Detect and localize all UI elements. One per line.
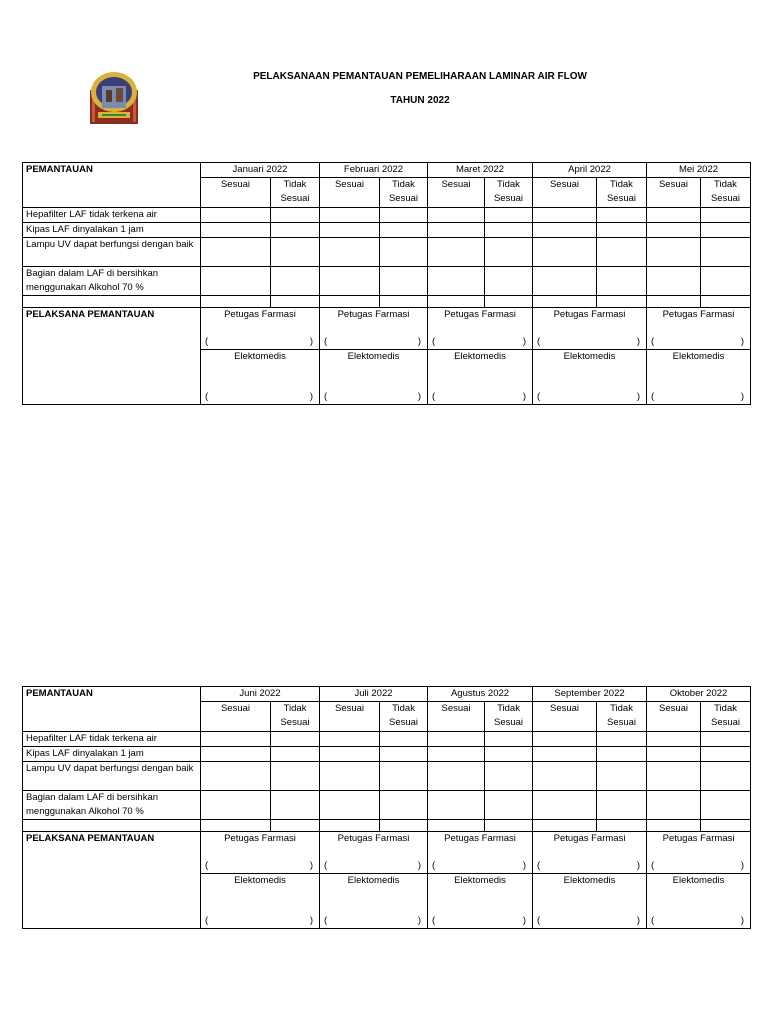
paren-close: )	[417, 915, 422, 926]
spacer-cell	[485, 296, 533, 308]
elektromedis-label: Elektomedis	[234, 351, 286, 362]
paren-open: (	[205, 860, 209, 871]
petugas-farmasi-label: Petugas Farmasi	[444, 833, 516, 844]
paren-open: (	[324, 336, 328, 347]
check-cell	[597, 762, 647, 791]
elektromedis-label: Elektomedis	[563, 875, 616, 886]
check-cell	[320, 267, 380, 296]
tidak-label: Tidak	[392, 703, 415, 714]
tidak-label: Tidak	[497, 703, 520, 714]
check-cell	[597, 267, 647, 296]
paren-open: (	[537, 336, 541, 347]
spacer-cell	[271, 296, 320, 308]
elektromedis-label: Elektomedis	[347, 875, 400, 886]
spacer-cell	[647, 296, 701, 308]
check-cell	[597, 223, 647, 238]
sesuai-header: Sesuai	[647, 702, 701, 732]
tidak-sesuai-header	[271, 178, 320, 208]
check-cell	[201, 762, 271, 791]
monitoring-table-2	[22, 686, 751, 929]
paren-close: )	[309, 860, 314, 871]
paren-close: )	[740, 915, 745, 926]
paren-open: (	[651, 915, 655, 926]
spacer-cell	[485, 820, 533, 832]
check-cell	[428, 267, 485, 296]
petugas-farmasi-label: Petugas Farmasi	[337, 833, 410, 844]
check-cell	[428, 208, 485, 223]
check-cell	[320, 732, 380, 747]
check-cell	[597, 732, 647, 747]
check-cell	[380, 223, 428, 238]
item-label: Bagian dalam LAF di bersihkan menggunakan Alkohol 70 %	[23, 267, 201, 296]
sesuai-label: Sesuai	[710, 193, 741, 204]
institution-emblem-icon	[88, 68, 140, 126]
elektromedis	[428, 874, 533, 929]
paren-close: )	[636, 336, 640, 347]
tidak-label: Tidak	[497, 179, 520, 190]
sesuai-header: Sesuai	[320, 702, 380, 732]
sesuai-header: Sesuai	[533, 178, 597, 208]
spacer-cell	[533, 820, 597, 832]
signature-blank	[535, 390, 642, 404]
check-cell	[647, 238, 701, 267]
spacer-cell	[533, 296, 597, 308]
check-cell	[380, 762, 428, 791]
table-row	[23, 791, 751, 820]
elektromedis	[320, 874, 428, 929]
elektromedis	[201, 350, 320, 405]
check-cell	[320, 762, 380, 791]
elektromedis	[428, 350, 533, 405]
paren-open: (	[432, 391, 436, 402]
elektromedis-label: Elektomedis	[672, 351, 725, 362]
spacer-cell	[597, 296, 647, 308]
check-cell	[533, 762, 597, 791]
spacer-cell	[23, 820, 201, 832]
spacer-cell	[647, 820, 701, 832]
table-row	[23, 223, 751, 238]
signature-blank	[649, 859, 746, 873]
signature-blank	[649, 390, 746, 404]
paren-close: )	[309, 391, 313, 402]
paren-close: )	[417, 336, 421, 347]
check-cell	[647, 732, 701, 747]
check-cell	[271, 238, 320, 267]
check-cell	[647, 223, 701, 238]
check-cell	[320, 208, 380, 223]
sesuai-label: Sesuai	[606, 193, 637, 204]
check-cell	[485, 238, 533, 267]
table-row	[23, 267, 751, 296]
monitoring-table-1	[22, 162, 751, 405]
month-header: Mei 2022	[647, 163, 751, 178]
paren-open: (	[432, 915, 436, 926]
spacer-cell	[380, 296, 428, 308]
month-header: September 2022	[533, 687, 647, 702]
petugas-farmasi-label: Petugas Farmasi	[662, 833, 735, 844]
tidak-sesuai-header	[485, 178, 533, 208]
sesuai-header: Sesuai	[533, 702, 597, 732]
document-title: PELAKSANAAN PEMANTAUAN PEMELIHARAAN LAMINAR AIR FLOW	[253, 71, 587, 82]
paren-close: )	[417, 860, 422, 871]
paren-open: (	[205, 391, 209, 402]
item-label: Lampu UV dapat berfungsi dengan baik	[23, 238, 201, 267]
petugas-farmasi	[201, 832, 320, 874]
petugas-farmasi-label: Petugas Farmasi	[444, 309, 516, 320]
paren-close: )	[309, 336, 313, 347]
elektromedis-label: Elektomedis	[563, 351, 616, 362]
check-cell	[320, 223, 380, 238]
sesuai-header: Sesuai	[647, 178, 701, 208]
check-cell	[597, 791, 647, 820]
check-cell	[271, 208, 320, 223]
item-label: Kipas LAF dinyalakan 1 jam	[23, 747, 201, 762]
check-cell	[201, 208, 271, 223]
check-cell	[380, 791, 428, 820]
item-label: Hepafilter LAF tidak terkena air	[23, 732, 201, 747]
check-cell	[485, 791, 533, 820]
signature-blank	[203, 914, 315, 928]
table-row	[23, 238, 751, 267]
check-cell	[597, 208, 647, 223]
tidak-sesuai-header	[380, 702, 428, 732]
paren-open: (	[432, 860, 436, 871]
signature-blank	[649, 335, 746, 349]
spacer-cell	[428, 296, 485, 308]
sesuai-label: Sesuai	[388, 717, 419, 728]
sesuai-label: Sesuai	[280, 193, 310, 204]
check-cell	[533, 732, 597, 747]
paren-close: )	[417, 391, 421, 402]
check-cell	[428, 791, 485, 820]
petugas-farmasi	[647, 308, 751, 350]
pelaksana-label: PELAKSANA PEMANTAUAN	[23, 832, 201, 929]
tidak-label: Tidak	[714, 179, 737, 190]
tidak-label: Tidak	[714, 703, 737, 714]
check-cell	[597, 238, 647, 267]
sesuai-header: Sesuai	[201, 178, 271, 208]
elektromedis	[533, 350, 647, 405]
signature-blank	[322, 914, 423, 928]
tidak-sesuai-header	[271, 702, 320, 732]
signature-blank	[430, 390, 528, 404]
tidak-label: Tidak	[283, 703, 307, 714]
check-cell	[201, 732, 271, 747]
check-cell	[533, 208, 597, 223]
paren-close: )	[522, 336, 526, 347]
month-header: Maret 2022	[428, 163, 533, 178]
month-header: Januari 2022	[201, 163, 320, 178]
spacer-cell	[701, 296, 751, 308]
petugas-farmasi	[201, 308, 320, 350]
month-header: Agustus 2022	[428, 687, 533, 702]
check-cell	[320, 791, 380, 820]
tidak-sesuai-header	[701, 178, 751, 208]
check-cell	[380, 267, 428, 296]
spacer-cell	[428, 820, 485, 832]
check-cell	[271, 762, 320, 791]
sesuai-header: Sesuai	[428, 178, 485, 208]
tidak-sesuai-header	[380, 178, 428, 208]
petugas-farmasi-label: Petugas Farmasi	[337, 309, 410, 320]
check-cell	[201, 223, 271, 238]
signature-blank	[649, 914, 746, 928]
sesuai-label: Sesuai	[388, 193, 419, 204]
check-cell	[647, 762, 701, 791]
paren-open: (	[324, 915, 328, 926]
paren-close: )	[522, 860, 527, 871]
check-cell	[701, 208, 751, 223]
header-pemantauan: PEMANTAUAN	[23, 687, 201, 732]
paren-close: )	[522, 915, 527, 926]
check-cell	[428, 747, 485, 762]
document-year: TAHUN 2022	[390, 95, 450, 106]
item-label: Bagian dalam LAF di bersihkan menggunakan Alkohol 70 %	[23, 791, 201, 820]
check-cell	[201, 747, 271, 762]
check-cell	[320, 747, 380, 762]
paren-open: (	[537, 915, 541, 926]
petugas-farmasi-label: Petugas Farmasi	[553, 309, 626, 320]
check-cell	[597, 747, 647, 762]
paren-open: (	[651, 860, 655, 871]
tidak-sesuai-header	[701, 702, 751, 732]
paren-close: )	[740, 336, 744, 347]
spacer-cell	[597, 820, 647, 832]
petugas-farmasi	[320, 832, 428, 874]
check-cell	[533, 747, 597, 762]
check-cell	[647, 267, 701, 296]
elektromedis-label: Elektomedis	[347, 351, 400, 362]
item-label: Lampu UV dapat berfungsi dengan baik	[23, 762, 201, 791]
check-cell	[485, 208, 533, 223]
check-cell	[380, 238, 428, 267]
check-cell	[201, 267, 271, 296]
paren-close: )	[636, 860, 641, 871]
signature-blank	[430, 859, 528, 873]
elektromedis-label: Elektomedis	[454, 351, 506, 362]
check-cell	[271, 747, 320, 762]
signature-blank	[430, 914, 528, 928]
check-cell	[485, 267, 533, 296]
signature-blank	[203, 859, 315, 873]
check-cell	[701, 791, 751, 820]
check-cell	[647, 791, 701, 820]
petugas-farmasi-label: Petugas Farmasi	[224, 309, 296, 320]
check-cell	[428, 223, 485, 238]
spacer-cell	[380, 820, 428, 832]
check-cell	[380, 747, 428, 762]
sesuai-label: Sesuai	[493, 717, 524, 728]
check-cell	[428, 238, 485, 267]
month-header: Juli 2022	[320, 687, 428, 702]
spacer-cell	[201, 296, 271, 308]
signature-blank	[322, 335, 423, 349]
spacer-cell	[271, 820, 320, 832]
elektromedis	[320, 350, 428, 405]
elektromedis-label: Elektomedis	[234, 875, 286, 886]
elektromedis-label: Elektomedis	[672, 875, 725, 886]
paren-open: (	[537, 860, 541, 871]
check-cell	[271, 223, 320, 238]
check-cell	[701, 238, 751, 267]
check-cell	[701, 762, 751, 791]
paren-open: (	[205, 915, 209, 926]
spacer-cell	[701, 820, 751, 832]
check-cell	[201, 791, 271, 820]
sesuai-label: Sesuai	[493, 193, 524, 204]
check-cell	[201, 238, 271, 267]
item-label: Kipas LAF dinyalakan 1 jam	[23, 223, 201, 238]
check-cell	[485, 747, 533, 762]
spacer-cell	[320, 820, 380, 832]
petugas-farmasi	[533, 832, 647, 874]
tidak-label: Tidak	[392, 179, 415, 190]
sesuai-label: Sesuai	[280, 717, 310, 728]
paren-open: (	[432, 336, 436, 347]
paren-close: )	[636, 391, 640, 402]
paren-close: )	[309, 915, 314, 926]
petugas-farmasi	[428, 308, 533, 350]
check-cell	[380, 208, 428, 223]
tidak-label: Tidak	[610, 179, 633, 190]
check-cell	[533, 223, 597, 238]
tidak-sesuai-header	[597, 702, 647, 732]
petugas-farmasi-label: Petugas Farmasi	[553, 833, 626, 844]
check-cell	[701, 732, 751, 747]
table-row	[23, 762, 751, 791]
signature-blank	[430, 335, 528, 349]
petugas-farmasi	[647, 832, 751, 874]
paren-open: (	[205, 336, 209, 347]
check-cell	[701, 747, 751, 762]
elektromedis	[533, 874, 647, 929]
paren-close: )	[636, 915, 641, 926]
spacer-cell	[201, 820, 271, 832]
check-cell	[533, 267, 597, 296]
paren-close: )	[740, 391, 744, 402]
sesuai-header: Sesuai	[428, 702, 485, 732]
sesuai-label: Sesuai	[607, 717, 637, 728]
signature-blank	[535, 914, 642, 928]
tidak-sesuai-header	[597, 178, 647, 208]
petugas-farmasi	[428, 832, 533, 874]
item-label: Hepafilter LAF tidak terkena air	[23, 208, 201, 223]
tidak-sesuai-header	[485, 702, 533, 732]
month-header: Februari 2022	[320, 163, 428, 178]
signature-blank	[322, 859, 423, 873]
petugas-farmasi-label: Petugas Farmasi	[662, 309, 735, 320]
check-cell	[428, 762, 485, 791]
paren-open: (	[324, 391, 328, 402]
paren-close: )	[522, 391, 526, 402]
check-cell	[647, 747, 701, 762]
petugas-farmasi	[320, 308, 428, 350]
paren-open: (	[651, 391, 655, 402]
signature-blank	[203, 335, 315, 349]
check-cell	[320, 238, 380, 267]
signature-blank	[322, 390, 423, 404]
spacer-cell	[320, 296, 380, 308]
elektromedis	[647, 350, 751, 405]
petugas-farmasi-label: Petugas Farmasi	[224, 833, 296, 844]
month-header: April 2022	[533, 163, 647, 178]
check-cell	[380, 732, 428, 747]
tidak-label: Tidak	[283, 179, 307, 190]
petugas-farmasi	[533, 308, 647, 350]
paren-open: (	[651, 336, 655, 347]
check-cell	[428, 732, 485, 747]
check-cell	[485, 732, 533, 747]
month-header: Juni 2022	[201, 687, 320, 702]
paren-close: )	[740, 860, 745, 871]
check-cell	[533, 791, 597, 820]
signature-blank	[203, 390, 315, 404]
check-cell	[271, 791, 320, 820]
tidak-label: Tidak	[610, 703, 633, 714]
sesuai-header: Sesuai	[320, 178, 380, 208]
table-row	[23, 208, 751, 223]
elektromedis	[647, 874, 751, 929]
paren-open: (	[324, 860, 328, 871]
sesuai-header: Sesuai	[201, 702, 271, 732]
elektromedis	[201, 874, 320, 929]
elektromedis-label: Elektomedis	[454, 875, 506, 886]
check-cell	[701, 267, 751, 296]
check-cell	[485, 762, 533, 791]
check-cell	[271, 732, 320, 747]
table-row	[23, 747, 751, 762]
check-cell	[271, 267, 320, 296]
check-cell	[701, 223, 751, 238]
table-row	[23, 732, 751, 747]
check-cell	[485, 223, 533, 238]
check-cell	[533, 238, 597, 267]
paren-open: (	[537, 391, 541, 402]
spacer-cell	[23, 296, 201, 308]
month-header: Oktober 2022	[647, 687, 751, 702]
sesuai-label: Sesuai	[711, 717, 741, 728]
check-cell	[647, 208, 701, 223]
signature-blank	[535, 335, 642, 349]
signature-blank	[535, 859, 642, 873]
pelaksana-label: PELAKSANA PEMANTAUAN	[23, 308, 201, 405]
header-pemantauan: PEMANTAUAN	[23, 163, 201, 208]
